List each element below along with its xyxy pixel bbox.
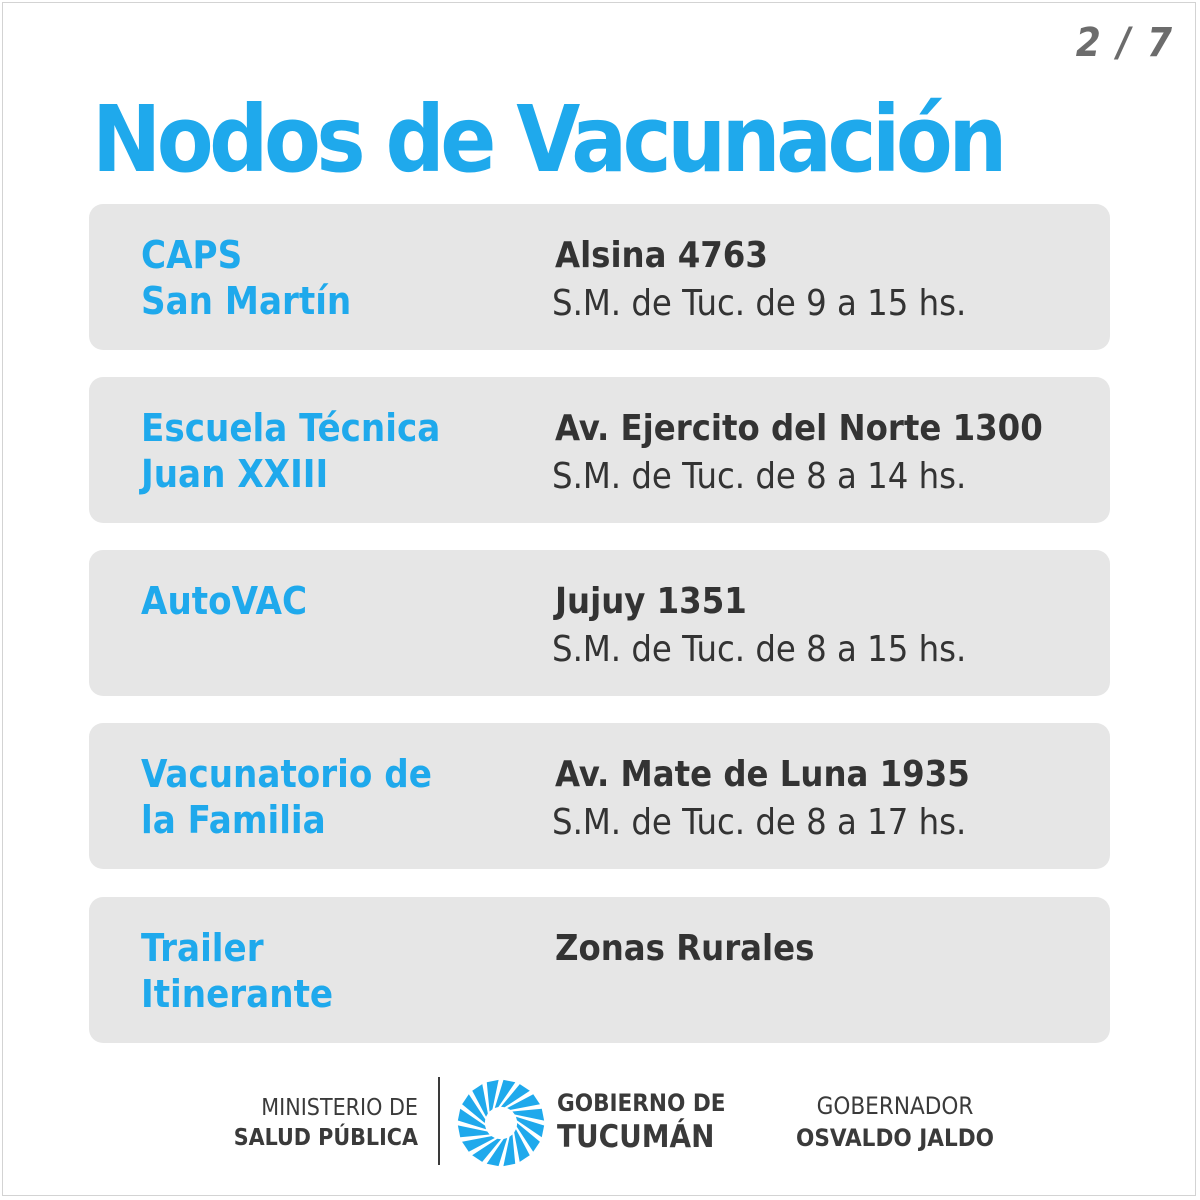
location-hours: S.M. de Tuc. de 8 a 15 hs. — [552, 629, 967, 670]
location-name: Escuela Técnica Juan XXIII — [141, 406, 441, 496]
location-name: Vacunatorio de la Familia — [141, 752, 432, 842]
gobierno-tucuman-logo-icon — [456, 1078, 546, 1168]
ministry-label — [234, 1093, 418, 1153]
location-card-vacunatorio — [89, 723, 1110, 869]
gov-line1: GOBIERNO DE — [557, 1089, 726, 1117]
location-hours: S.M. de Tuc. de 8 a 17 hs. — [552, 802, 967, 843]
location-hours: S.M. de Tuc. de 9 a 15 hs. — [552, 283, 967, 324]
location-address: Av. Mate de Luna 1935 — [555, 754, 970, 795]
footer-divider — [438, 1077, 440, 1165]
location-name: Trailer Itinerante — [141, 926, 334, 1016]
governor-line2: OSVALDO JALDO — [795, 1124, 995, 1152]
location-name: AutoVAC — [141, 579, 308, 623]
location-card-autovac — [89, 550, 1110, 696]
location-name: CAPS San Martín — [141, 233, 352, 323]
governor-label — [785, 1090, 1005, 1154]
governor-line1: GOBERNADOR — [816, 1092, 974, 1120]
location-card-trailer — [89, 897, 1110, 1043]
ministry-line1: MINISTERIO DE — [261, 1095, 418, 1121]
location-address: Jujuy 1351 — [555, 581, 747, 622]
location-card-caps — [89, 204, 1110, 350]
page-counter: 2 / 7 — [1075, 20, 1174, 66]
location-card-escuela — [89, 377, 1110, 523]
location-address: Av. Ejercito del Norte 1300 — [555, 408, 1043, 449]
page-title: Nodos de Vacunación — [92, 86, 1003, 193]
location-address: Alsina 4763 — [555, 235, 768, 276]
ministry-line2: SALUD PÚBLICA — [233, 1125, 418, 1151]
location-address: Zonas Rurales — [555, 928, 815, 969]
gov-line2: TUCUMÁN — [557, 1119, 715, 1155]
location-hours: S.M. de Tuc. de 8 a 14 hs. — [552, 456, 967, 497]
gobierno-label — [557, 1088, 726, 1156]
